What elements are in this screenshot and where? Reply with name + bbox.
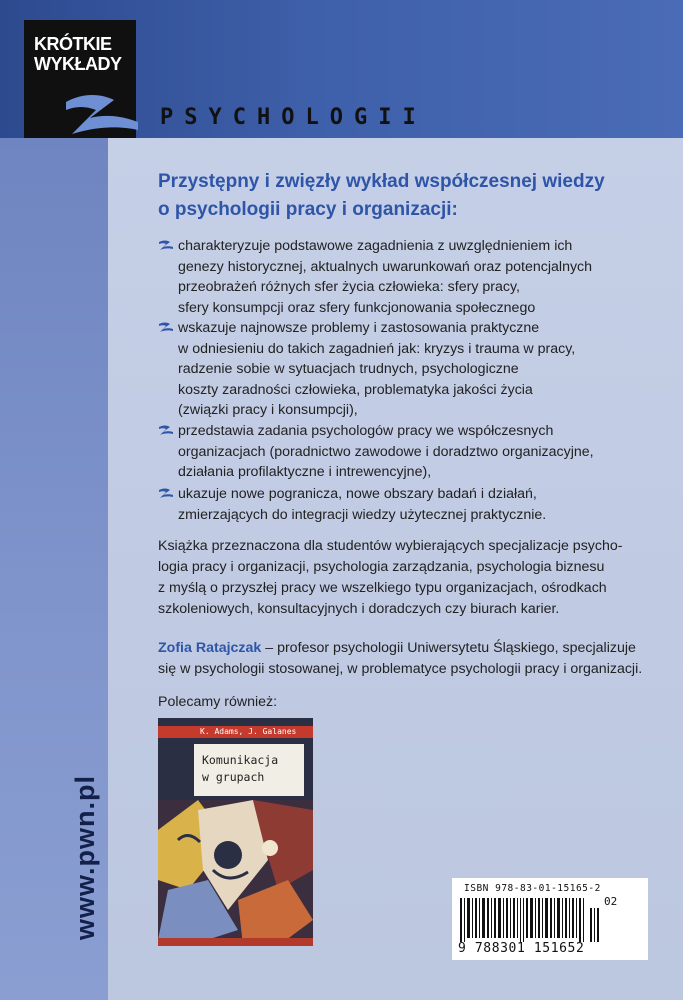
z-bullet-icon	[158, 487, 174, 499]
isbn-text: ISBN 978-83-01-15165-2	[464, 883, 601, 894]
bullet-text-line: przedstawia zadania psychologów pracy we współczesnych	[178, 423, 554, 439]
bullet-text-line: zmierzających do integracji wiedzy użytecznej praktycznie.	[178, 506, 547, 523]
series-subject-title: PSYCHOLOGII	[160, 105, 427, 130]
swoosh-icon	[62, 92, 142, 138]
z-bullet-icon	[158, 424, 174, 436]
audience-line: szkoleniowych, konsultacyjnych i doradczych czy biurach karier.	[158, 601, 560, 617]
author-name: Zofia Ratajczak	[158, 640, 262, 656]
bullet-text-line: działania profilaktyczne i intrewencyjne),	[178, 464, 432, 480]
recommended-book-cover[interactable]	[158, 718, 313, 946]
author-bio-text: – profesor psychologii Uniwersytetu Śląskiego, specjalizuje	[261, 640, 636, 656]
bullet-text-line: przeobrażeń różnych sfer życia człowieka: sfery pracy,	[178, 279, 520, 295]
bullet-text-line: ukazuje nowe pogranicza, nowe obszary badań i działań,	[178, 486, 537, 502]
audience-paragraph	[158, 536, 622, 620]
book-title-box	[194, 744, 304, 796]
audience-line: logia pracy i organizacji, psychologia zarządzania, psychologia biznesu	[158, 559, 605, 575]
bullet-text-line: w odniesieniu do takich zagadnień jak: kryzys i trauma w pracy,	[178, 340, 576, 357]
audience-line: z myślą o przyszłej pracy we wszelkiego typu organizacjach, ośrodkach	[158, 580, 607, 596]
author-bio	[158, 638, 642, 680]
bullet-text-line: charakteryzuje podstawowe zagadnienia z uwzględnieniem ich	[178, 238, 573, 254]
headline-line: Przystępny i zwięzły wykład współczesnej wiedzy	[158, 171, 605, 192]
series-logo-line2: WYKŁADY	[34, 54, 122, 74]
bullet-text-line: radzenie sobie w sytuacjach trudnych, psychologiczne	[178, 361, 519, 377]
series-logo-line1: KRÓTKIE	[34, 34, 112, 54]
z-bullet-icon	[158, 239, 174, 251]
bullet-text-line: organizacjach (poradnictwo zawodowe i doradztwo organizacyjne,	[178, 443, 594, 460]
author-bio-line2: się w psychologii stosowanej, w problematyce psychologii pracy i organizacji.	[158, 661, 643, 677]
book-authors: K. Adams, J. Galanes	[158, 726, 313, 738]
barcode-addon: 02	[604, 895, 618, 908]
book-title-line: w grupach	[202, 770, 265, 784]
audience-line: Książka przeznaczona dla studentów wybierających specjalizacje psycho-	[158, 538, 623, 554]
book-cover-art	[158, 800, 313, 946]
barcode-icon	[456, 898, 602, 942]
z-bullet-icon	[158, 321, 174, 333]
bullet-text-line: (związki pracy i konsumpcji),	[178, 402, 358, 418]
headline	[158, 168, 638, 224]
book-title	[202, 752, 278, 786]
website-url: www.pwn.pl	[70, 775, 100, 940]
headline-line: o psychologii pracy i organizacji:	[158, 199, 458, 220]
bullet-text-line: wskazuje najnowsze problemy i zastosowania praktyczne	[178, 320, 540, 336]
series-logo	[24, 20, 136, 138]
bullet-text-line: sfery konsumpcji oraz sfery funkcjonowania społecznego	[178, 299, 536, 316]
bullet-text-line: genezy historycznej, aktualnych uwarunkowań oraz potencjalnych	[178, 258, 593, 275]
ean-number: 9 788301 151652	[458, 941, 585, 956]
barcode-label	[452, 878, 648, 960]
book-title-line: Komunikacja	[202, 753, 279, 767]
recommend-label: Polecamy również:	[158, 694, 278, 710]
bullet-text-line: koszty zaradności człowieka, problematyka jakości życia	[178, 381, 533, 398]
author-bio-line1	[158, 638, 642, 659]
